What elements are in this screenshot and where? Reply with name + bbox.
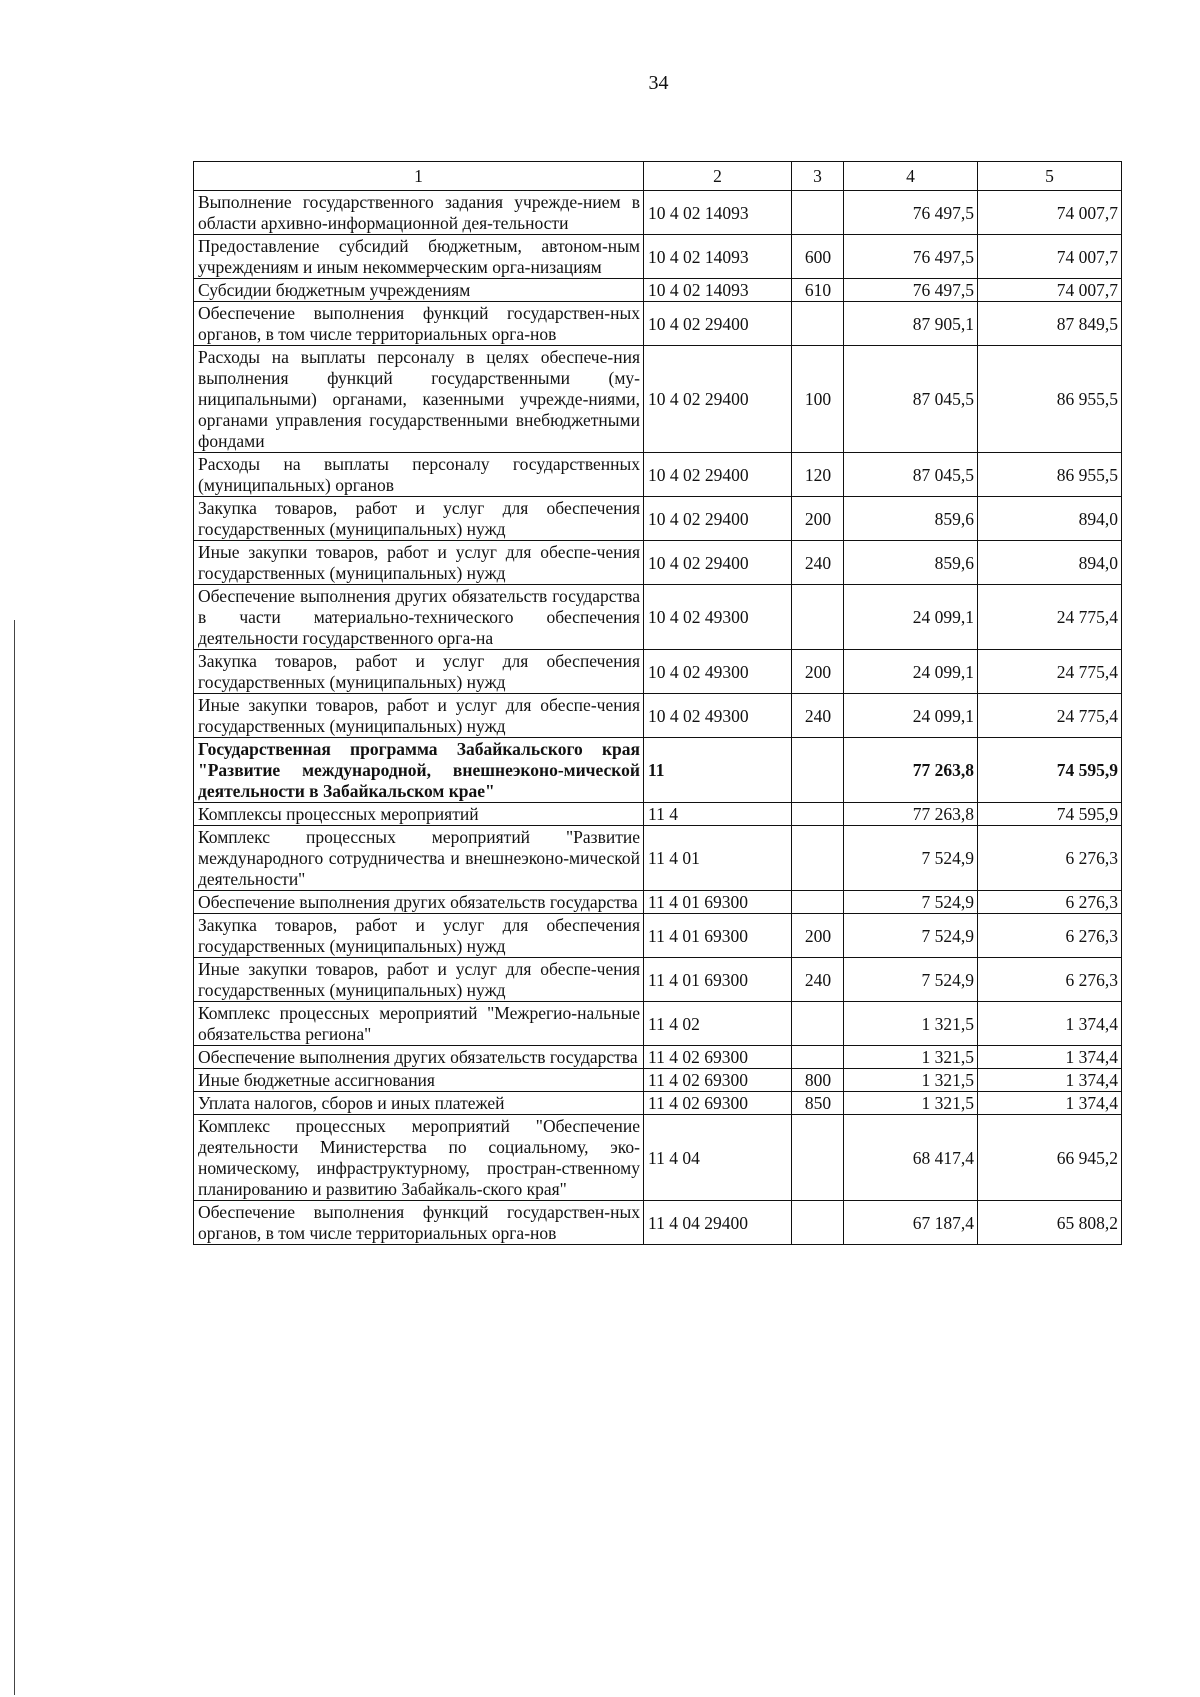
table-row	[194, 453, 1122, 497]
row-expense-type-cell	[792, 191, 844, 235]
row-amount-col4-cell: 1 321,5	[844, 1002, 978, 1046]
row-amount-col5-cell: 1 374,4	[978, 1092, 1122, 1115]
table-row	[194, 585, 1122, 650]
row-amount-col5-cell: 74 007,7	[978, 279, 1122, 302]
table-row	[194, 694, 1122, 738]
row-code-cell: 11 4 04 29400	[644, 1201, 792, 1245]
row-amount-col4-cell: 1 321,5	[844, 1092, 978, 1115]
row-expense-type-cell	[792, 302, 844, 346]
row-amount-col4-cell: 76 497,5	[844, 191, 978, 235]
row-amount-col5-cell: 74 595,9	[978, 738, 1122, 803]
row-amount-col5-cell: 65 808,2	[978, 1201, 1122, 1245]
row-expense-type-cell	[792, 1002, 844, 1046]
row-name-cell: Закупка товаров, работ и услуг для обеспечения государственных (муниципальных) нужд	[194, 497, 644, 541]
row-name-cell: Иные бюджетные ассигнования	[194, 1069, 644, 1092]
row-name-cell: Государственная программа Забайкальского края "Развитие международной, внешнеэконо-мической деятельности в Забайкальском крае"	[194, 738, 644, 803]
row-amount-col4-cell: 87 905,1	[844, 302, 978, 346]
row-amount-col5-cell: 6 276,3	[978, 958, 1122, 1002]
row-amount-col4-cell: 1 321,5	[844, 1046, 978, 1069]
table-row	[194, 891, 1122, 914]
row-expense-type-cell: 120	[792, 453, 844, 497]
row-name-cell: Расходы на выплаты персоналу государственных (муниципальных) органов	[194, 453, 644, 497]
row-name-cell: Обеспечение выполнения других обязательств государства	[194, 1046, 644, 1069]
row-expense-type-cell	[792, 803, 844, 826]
row-amount-col5-cell: 24 775,4	[978, 650, 1122, 694]
table-row	[194, 1115, 1122, 1201]
row-amount-col4-cell: 7 524,9	[844, 914, 978, 958]
row-expense-type-cell	[792, 891, 844, 914]
row-code-cell: 10 4 02 14093	[644, 279, 792, 302]
row-name-cell: Предоставление субсидий бюджетным, автоном-ным учреждениям и иным некоммерческим орга-низациям	[194, 235, 644, 279]
row-code-cell: 10 4 02 29400	[644, 302, 792, 346]
row-amount-col4-cell: 7 524,9	[844, 826, 978, 891]
row-expense-type-cell	[792, 585, 844, 650]
row-amount-col4-cell: 67 187,4	[844, 1201, 978, 1245]
row-expense-type-cell	[792, 826, 844, 891]
row-code-cell: 11 4	[644, 803, 792, 826]
row-code-cell: 10 4 02 29400	[644, 453, 792, 497]
row-name-cell: Комплекс процессных мероприятий "Развитие международного сотрудничества и внешнеэконо-мической деятельности"	[194, 826, 644, 891]
row-amount-col5-cell: 74 595,9	[978, 803, 1122, 826]
row-expense-type-cell	[792, 738, 844, 803]
row-name-cell: Закупка товаров, работ и услуг для обеспечения государственных (муниципальных) нужд	[194, 650, 644, 694]
table-row	[194, 1002, 1122, 1046]
row-code-cell: 11 4 02 69300	[644, 1069, 792, 1092]
row-amount-col5-cell: 24 775,4	[978, 585, 1122, 650]
row-code-cell: 11 4 02	[644, 1002, 792, 1046]
row-name-cell: Расходы на выплаты персоналу в целях обеспече-ния выполнения функций государственными (му-ниципальными) органами, казенными учрежде-ниями, органами управления государственными внебюджетными фондами	[194, 346, 644, 453]
row-code-cell: 10 4 02 49300	[644, 585, 792, 650]
table-row	[194, 1046, 1122, 1069]
row-amount-col4-cell: 24 099,1	[844, 650, 978, 694]
column-header: 5	[978, 162, 1122, 191]
row-expense-type-cell: 200	[792, 497, 844, 541]
table-row	[194, 191, 1122, 235]
row-amount-col4-cell: 68 417,4	[844, 1115, 978, 1201]
scan-edge-line	[14, 620, 15, 1695]
row-amount-col4-cell: 24 099,1	[844, 694, 978, 738]
row-expense-type-cell: 200	[792, 914, 844, 958]
table-row	[194, 958, 1122, 1002]
table-row	[194, 1201, 1122, 1245]
row-code-cell: 11	[644, 738, 792, 803]
row-amount-col5-cell: 1 374,4	[978, 1069, 1122, 1092]
table-header-row	[194, 162, 1122, 191]
row-name-cell: Иные закупки товаров, работ и услуг для обеспе-чения государственных (муниципальных) нужд	[194, 958, 644, 1002]
table-row	[194, 279, 1122, 302]
row-amount-col5-cell: 894,0	[978, 541, 1122, 585]
row-code-cell: 11 4 01 69300	[644, 914, 792, 958]
row-amount-col5-cell: 87 849,5	[978, 302, 1122, 346]
table-row	[194, 497, 1122, 541]
column-header: 2	[644, 162, 792, 191]
row-amount-col4-cell: 76 497,5	[844, 235, 978, 279]
row-amount-col4-cell: 859,6	[844, 541, 978, 585]
row-amount-col5-cell: 74 007,7	[978, 191, 1122, 235]
row-amount-col5-cell: 6 276,3	[978, 914, 1122, 958]
row-amount-col5-cell: 894,0	[978, 497, 1122, 541]
page-number: 34	[648, 72, 669, 94]
row-name-cell: Обеспечение выполнения функций государствен-ных органов, в том числе территориальных орга-нов	[194, 1201, 644, 1245]
row-amount-col4-cell: 87 045,5	[844, 453, 978, 497]
row-code-cell: 10 4 02 29400	[644, 346, 792, 453]
table-row	[194, 1092, 1122, 1115]
row-amount-col4-cell: 859,6	[844, 497, 978, 541]
row-name-cell: Обеспечение выполнения других обязательств государства	[194, 891, 644, 914]
budget-table	[193, 161, 1122, 1245]
table-row	[194, 346, 1122, 453]
row-expense-type-cell: 240	[792, 541, 844, 585]
row-code-cell: 11 4 01 69300	[644, 891, 792, 914]
row-name-cell: Иные закупки товаров, работ и услуг для обеспе-чения государственных (муниципальных) нужд	[194, 541, 644, 585]
row-code-cell: 10 4 02 49300	[644, 694, 792, 738]
row-amount-col4-cell: 1 321,5	[844, 1069, 978, 1092]
row-expense-type-cell: 850	[792, 1092, 844, 1115]
row-amount-col5-cell: 24 775,4	[978, 694, 1122, 738]
column-header: 3	[792, 162, 844, 191]
table-row	[194, 914, 1122, 958]
table-row	[194, 738, 1122, 803]
row-code-cell: 10 4 02 49300	[644, 650, 792, 694]
row-amount-col5-cell: 74 007,7	[978, 235, 1122, 279]
table-row	[194, 650, 1122, 694]
row-amount-col4-cell: 76 497,5	[844, 279, 978, 302]
row-name-cell: Уплата налогов, сборов и иных платежей	[194, 1092, 644, 1115]
row-amount-col4-cell: 7 524,9	[844, 958, 978, 1002]
row-amount-col5-cell: 1 374,4	[978, 1002, 1122, 1046]
row-name-cell: Закупка товаров, работ и услуг для обеспечения государственных (муниципальных) нужд	[194, 914, 644, 958]
row-expense-type-cell: 610	[792, 279, 844, 302]
row-code-cell: 11 4 01 69300	[644, 958, 792, 1002]
column-header: 4	[844, 162, 978, 191]
row-name-cell: Комплекс процессных мероприятий "Обеспечение деятельности Министерства по социальному, эко-номическому, инфраструктурному, простран-ственному планированию и развитию Забайкаль-ского края"	[194, 1115, 644, 1201]
table-row	[194, 235, 1122, 279]
row-code-cell: 10 4 02 29400	[644, 541, 792, 585]
table-row	[194, 302, 1122, 346]
row-amount-col5-cell: 86 955,5	[978, 346, 1122, 453]
row-amount-col4-cell: 77 263,8	[844, 803, 978, 826]
row-name-cell: Комплекс процессных мероприятий "Межрегио-нальные обязательства региона"	[194, 1002, 644, 1046]
row-expense-type-cell	[792, 1115, 844, 1201]
row-amount-col5-cell: 1 374,4	[978, 1046, 1122, 1069]
row-code-cell: 10 4 02 14093	[644, 191, 792, 235]
row-name-cell: Субсидии бюджетным учреждениям	[194, 279, 644, 302]
row-expense-type-cell: 240	[792, 958, 844, 1002]
row-name-cell: Выполнение государственного задания учрежде-нием в области архивно-информационной дея-тельности	[194, 191, 644, 235]
row-amount-col4-cell: 77 263,8	[844, 738, 978, 803]
table-row	[194, 803, 1122, 826]
row-code-cell: 10 4 02 29400	[644, 497, 792, 541]
row-amount-col5-cell: 66 945,2	[978, 1115, 1122, 1201]
row-name-cell: Обеспечение выполнения других обязательств государства в части материально-технического обеспечения деятельности государственного орга-на	[194, 585, 644, 650]
table-row	[194, 1069, 1122, 1092]
row-expense-type-cell: 800	[792, 1069, 844, 1092]
row-name-cell: Обеспечение выполнения функций государствен-ных органов, в том числе территориальных орга-нов	[194, 302, 644, 346]
row-code-cell: 11 4 02 69300	[644, 1092, 792, 1115]
table-row	[194, 826, 1122, 891]
row-code-cell: 11 4 01	[644, 826, 792, 891]
table-body	[194, 191, 1122, 1245]
row-expense-type-cell: 200	[792, 650, 844, 694]
row-amount-col4-cell: 7 524,9	[844, 891, 978, 914]
column-header: 1	[194, 162, 644, 191]
table-row	[194, 541, 1122, 585]
row-amount-col5-cell: 86 955,5	[978, 453, 1122, 497]
row-expense-type-cell: 240	[792, 694, 844, 738]
row-amount-col4-cell: 24 099,1	[844, 585, 978, 650]
row-amount-col4-cell: 87 045,5	[844, 346, 978, 453]
row-expense-type-cell: 100	[792, 346, 844, 453]
row-name-cell: Комплексы процессных мероприятий	[194, 803, 644, 826]
row-expense-type-cell: 600	[792, 235, 844, 279]
row-name-cell: Иные закупки товаров, работ и услуг для обеспе-чения государственных (муниципальных) нужд	[194, 694, 644, 738]
row-code-cell: 11 4 02 69300	[644, 1046, 792, 1069]
row-code-cell: 10 4 02 14093	[644, 235, 792, 279]
row-amount-col5-cell: 6 276,3	[978, 891, 1122, 914]
row-expense-type-cell	[792, 1201, 844, 1245]
row-expense-type-cell	[792, 1046, 844, 1069]
row-amount-col5-cell: 6 276,3	[978, 826, 1122, 891]
row-code-cell: 11 4 04	[644, 1115, 792, 1201]
